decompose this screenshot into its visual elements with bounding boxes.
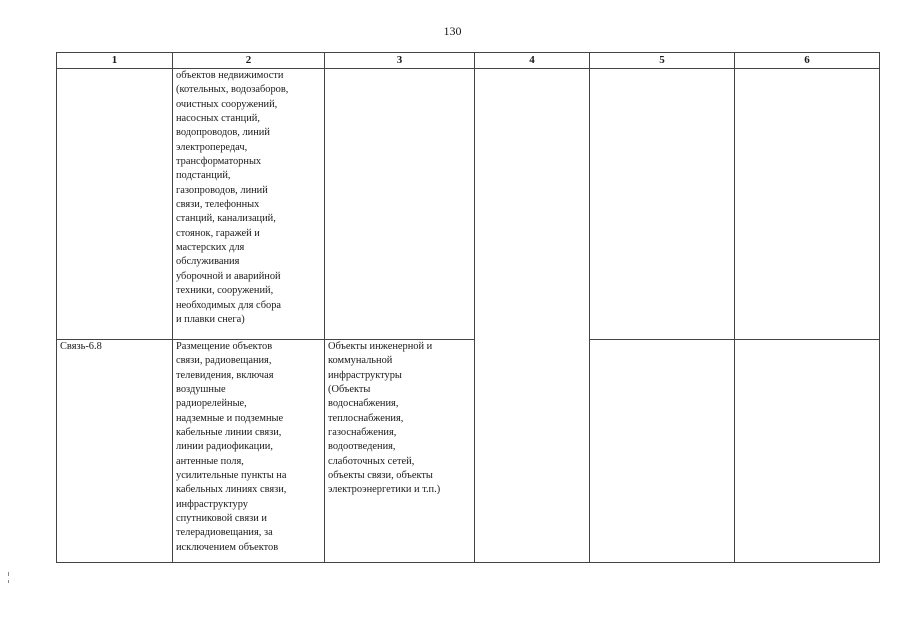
table-row — [57, 340, 880, 563]
cell-description: объектов недвижимости (котельных, водозаборов, очистных сооружений, насосных станций, водопроводов, линий электропередач, трансформаторных подстанций, газопроводов, линий связи, телефонных станций, канализаций, стоянок, гаражей и мастерских для обслуживания уборочной и аварийной техники, сооружений, необходимых для сбора и плавки снега) — [173, 69, 325, 340]
column-header-6: 6 — [735, 53, 880, 69]
column-header-3: 3 — [325, 53, 475, 69]
cell-land-use-code — [57, 69, 173, 340]
table-row — [57, 69, 880, 340]
cell-column-6 — [735, 69, 880, 340]
cell-objects: Объекты инженерной и коммунальной инфраструктуры (Объекты водоснабжения, теплоснабжения, газоснабжения, водоотведения, слаботочных сетей, объекты связи, объекты электроэнергетики и т.п.) — [325, 340, 475, 563]
cell-column-4 — [475, 69, 590, 563]
scan-edge-mark — [8, 572, 9, 576]
column-header-4: 4 — [475, 53, 590, 69]
page-number: 130 — [443, 24, 462, 38]
table-header-row — [57, 53, 880, 69]
cell-description: Размещение объектов связи, радиовещания, телевидения, включая воздушные радиорелейные, надземные и подземные кабельные линии связи, линии радиофикации, антенные поля, усилительные пункты на кабельных линиях связи, инфраструктуру спутниковой связи и телерадиовещания, за исключением объектов — [173, 340, 325, 563]
cell-objects — [325, 69, 475, 340]
regulation-table — [56, 52, 880, 563]
column-header-5: 5 — [590, 53, 735, 69]
scan-edge-mark — [8, 580, 9, 583]
column-header-2: 2 — [173, 53, 325, 69]
cell-column-6 — [735, 340, 880, 563]
cell-column-5 — [590, 69, 735, 340]
cell-column-5 — [590, 340, 735, 563]
cell-land-use-code: Связь-6.8 — [57, 340, 173, 563]
column-header-1: 1 — [57, 53, 173, 69]
